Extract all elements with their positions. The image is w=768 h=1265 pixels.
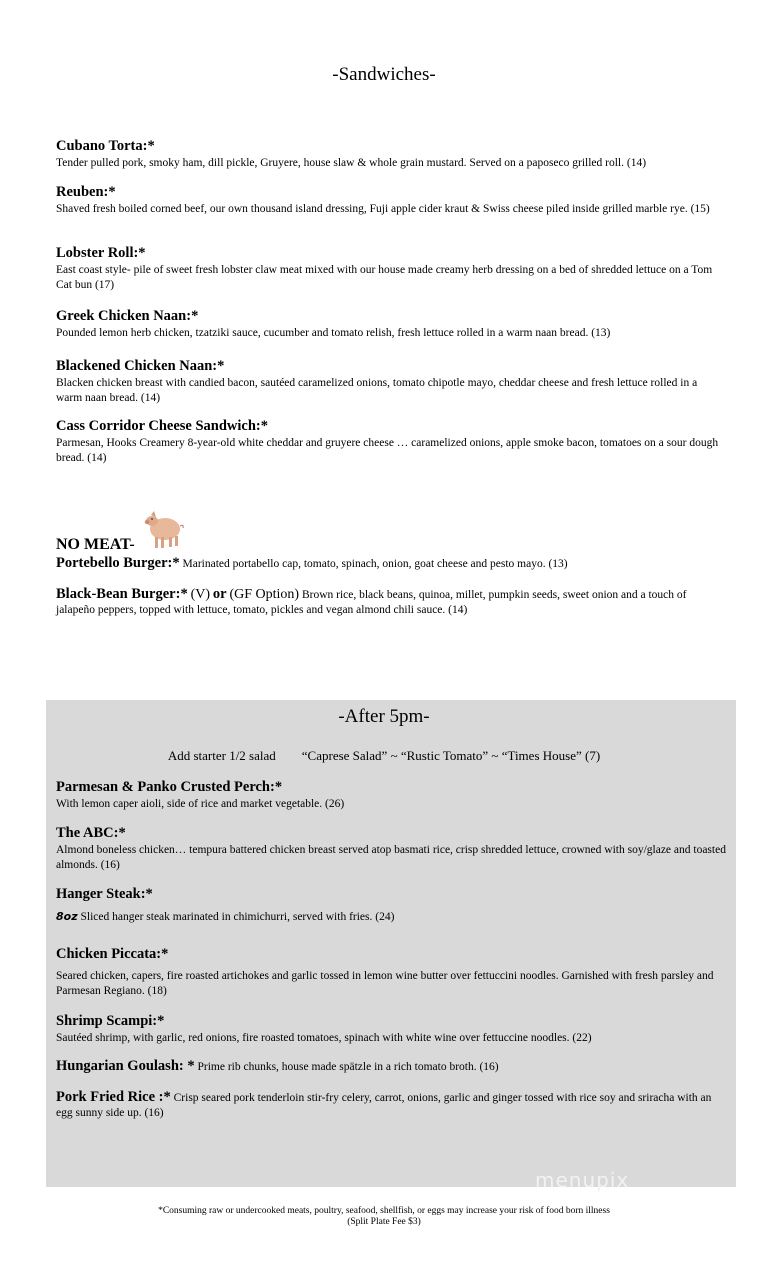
menu-item-pork-fried-rice	[56, 1090, 726, 1121]
footer-disclaimer	[0, 1206, 768, 1228]
menu-item-hanger-steak	[56, 886, 726, 925]
item-desc: Shaved fresh boiled corned beef, our own thousand island dressing, Fuji apple cider kraut & Swiss cheese piled inside grilled marble rye. (15)	[56, 203, 710, 215]
starter-options: “Caprese Salad” ~ “Rustic Tomato” ~ “Times House” (7)	[301, 748, 601, 763]
split-plate-fee: (Split Plate Fee $3)	[347, 1217, 421, 1227]
menu-item-perch	[56, 779, 726, 812]
item-desc: Prime rib chunks, house made spätzle in a rich tomato broth. (16)	[197, 1061, 499, 1073]
after-5pm-title: -After 5pm-	[338, 706, 430, 727]
item-desc: Pounded lemon herb chicken, tzatziki sauce, cucumber and tomato relish, fresh lettuce rolled in a warm naan bread. (13)	[56, 327, 611, 339]
item-desc: Blacken chicken breast with candied bacon, sautéed caramelized onions, tomato chipotle mayo, cheddar cheese and fresh lettuce rolled in a warm naan bread. (14)	[56, 377, 698, 404]
item-name: Portebello Burger:*	[56, 555, 180, 571]
menu-item-black-bean-burger	[56, 587, 726, 618]
item-name: Hanger Steak:*	[56, 886, 153, 902]
item-name: The ABC:*	[56, 825, 126, 841]
item-desc: With lemon caper aioli, side of rice and market vegetable. (26)	[56, 798, 345, 810]
item-desc: Seared chicken, capers, fire roasted artichokes and garlic tossed in lemon wine butter over fettuccini noodles. Garnished with fresh parsley and Parmesan Regiano. (18)	[56, 970, 714, 997]
item-size: 8oz	[56, 910, 78, 923]
pig-icon	[143, 510, 185, 550]
item-name: Reuben:*	[56, 184, 116, 200]
menu-item-hungarian-goulash	[56, 1059, 726, 1075]
item-name: Hungarian Goulash: *	[56, 1058, 195, 1074]
item-name: Parmesan & Panko Crusted Perch:*	[56, 779, 283, 795]
menu-item-cass-corridor-cheese	[56, 418, 726, 466]
item-name: Cubano Torta:*	[56, 138, 155, 154]
menu-item-portebello-burger	[56, 556, 726, 572]
watermark: menupix	[535, 1168, 630, 1192]
item-name: Pork Fried Rice :*	[56, 1089, 171, 1105]
menu-item-lobster-roll	[56, 245, 726, 293]
starter-salad-line	[0, 748, 768, 764]
starter-label: Add starter 1/2 salad	[167, 748, 276, 763]
item-desc: East coast style- pile of sweet fresh lobster claw meat mixed with our house made creamy herb dressing on a bed of shredded lettuce on a Tom Cat bun (17)	[56, 264, 713, 291]
menu-item-greek-chicken-naan	[56, 308, 726, 341]
menu-item-blackened-chicken-naan	[56, 358, 726, 406]
no-meat-title: NO MEAT-	[56, 536, 135, 553]
food-safety-notice: *Consuming raw or undercooked meats, poultry, seafood, shellfish, or eggs may increase your risk of food born illness	[158, 1206, 610, 1216]
item-desc: Crisp seared pork tenderloin stir-fry celery, carrot, onions, garlic and ginger tossed with rice soy and sriracha with an egg sunny side up. (16)	[56, 1092, 712, 1119]
vegan-option: (V)	[190, 587, 211, 602]
or-label: or	[212, 586, 227, 602]
menu-item-shrimp-scampi	[56, 1013, 726, 1046]
item-desc: Parmesan, Hooks Creamery 8-year-old white cheddar and gruyere cheese … caramelized onions, apple smoke bacon, tomatoes on a sour dough bread. (14)	[56, 437, 719, 464]
item-desc: Almond boneless chicken… tempura battered chicken breast served atop basmati rice, crisp shredded lettuce, crowned with soy/glaze and toasted almonds. (16)	[56, 844, 726, 871]
item-desc: Brown rice, black beans, quinoa, millet, pumpkin seeds, sweet onion and a touch of jalapeño peppers, topped with lettuce, tomato, pickles and vegan almond chili sauce. (14)	[56, 589, 687, 616]
item-name: Cass Corridor Cheese Sandwich:*	[56, 418, 268, 434]
menu-item-reuben	[56, 184, 726, 217]
item-desc: Sliced hanger steak marinated in chimichurri, served with fries. (24)	[80, 911, 395, 923]
item-name: Black-Bean Burger:*	[56, 586, 188, 602]
item-name: Blackened Chicken Naan:*	[56, 358, 225, 374]
menu-item-cubano	[56, 138, 726, 171]
item-desc: Marinated portabello cap, tomato, spinach, onion, goat cheese and pesto mayo. (13)	[182, 558, 568, 570]
item-desc: Tender pulled pork, smoky ham, dill pickle, Gruyere, house slaw & whole grain mustard. Served on a paposeco grilled roll. (14)	[56, 157, 647, 169]
gf-option: (GF Option)	[229, 587, 300, 602]
item-name: Lobster Roll:*	[56, 245, 146, 261]
item-name: Greek Chicken Naan:*	[56, 308, 199, 324]
menu-item-abc	[56, 825, 726, 873]
item-name: Chicken Piccata:*	[56, 946, 169, 962]
menu-item-chicken-piccata	[56, 946, 726, 999]
item-name: Shrimp Scampi:*	[56, 1013, 165, 1029]
sandwiches-title: -Sandwiches-	[332, 64, 436, 85]
item-desc: Sautéed shrimp, with garlic, red onions, fire roasted tomatoes, spinach with white wine over fettuccine noodles. (22)	[56, 1032, 592, 1044]
